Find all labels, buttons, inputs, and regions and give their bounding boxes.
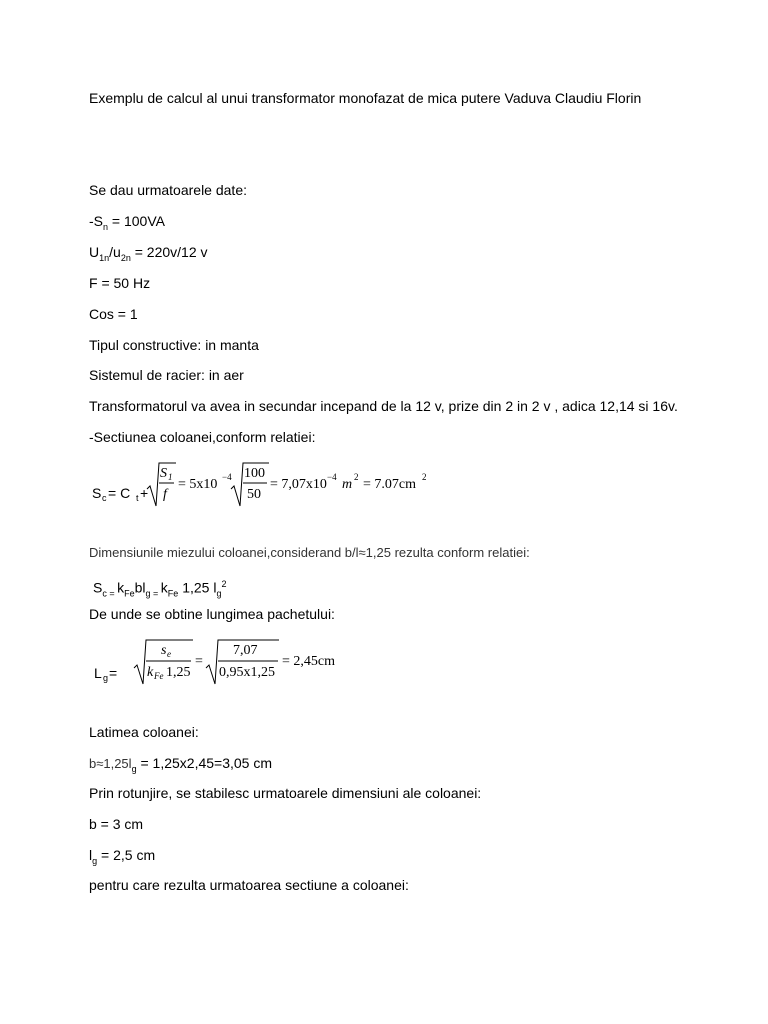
dimensiunile-text: Dimensiunile miezului coloanei,considerand b/l≈1,25 rezulta conform relatiei: <box>89 545 530 560</box>
u-a: U <box>89 244 100 260</box>
lg-b: = 2,5 cm <box>97 847 156 863</box>
final-text: pentru care rezulta urmatoarea sectiune a coloanei: <box>89 877 409 893</box>
b-calc-sub: g <box>131 763 137 774</box>
given-tip: Tipul constructive: in manta <box>89 337 259 353</box>
f1-frac2-den: 50 <box>247 487 261 502</box>
f2-c: bl <box>134 579 146 596</box>
f1-eq2-exp: −4 <box>327 472 337 482</box>
f1-frac-den: f <box>163 487 167 502</box>
sn-sub: n <box>103 221 109 232</box>
f1-lhs-plus: + <box>140 485 149 501</box>
u-sub2: 2n <box>120 252 131 263</box>
f3-lhs-sub: g <box>103 673 109 683</box>
given-sn <box>89 213 165 235</box>
rotunjire-text: Prin rotunjire, se stabilesc urmatoarele dimensiuni ale coloanei: <box>89 785 482 801</box>
b-calc-a: b≈1,25l <box>89 756 132 771</box>
f2-a: S <box>93 579 103 596</box>
latimea-text: Latimea coloanei: <box>89 724 199 740</box>
given-f: F = 50 Hz <box>89 275 151 291</box>
u-sub1: 1n <box>99 252 110 263</box>
f1-eq1: = 5x10 <box>178 477 218 492</box>
f3-eq2: = 2,45cm <box>282 654 335 669</box>
f2-e-sub: g <box>216 588 222 599</box>
f1-eq3-exp: 2 <box>422 472 427 482</box>
document-title: Exemplu de calcul al unui transformator monofazat de mica putere Vaduva Claudiu Florin <box>89 90 642 106</box>
f2-a-sub: c = <box>102 588 118 599</box>
u-slash: /u <box>109 244 121 260</box>
f1-lhs-eq: = C <box>108 485 131 501</box>
f3-eq1: = <box>195 654 203 669</box>
formula-sectiunea <box>89 458 489 508</box>
f2-d-sub: Fe <box>167 588 179 599</box>
f1-lhs-sub2: t <box>136 493 139 503</box>
f1-frac-num: S <box>160 466 167 481</box>
f1-lhs-s: S <box>92 485 102 501</box>
given-transformator: Transformatorul va avea in secundar incepand de la 12 v, prize din 2 in 2 v , adica 12,14 si 16v. <box>89 398 678 414</box>
lg-value <box>89 847 155 869</box>
b-value: b = 3 cm <box>89 816 144 832</box>
f3-num: s <box>161 643 167 658</box>
given-racier: Sistemul de racier: in aer <box>89 367 244 383</box>
lungimea-text: De unde se obtine lungimea pachetului: <box>89 606 335 622</box>
f1-frac-num-sub: 1 <box>168 472 173 482</box>
f3-den-b: 1,25 <box>166 665 191 680</box>
lg-a: l <box>89 847 93 863</box>
b-calc <box>89 755 272 777</box>
f2-c-sub: g = <box>145 588 161 599</box>
sn-prefix: -S <box>89 213 103 229</box>
f1-frac2-num: 100 <box>244 466 265 481</box>
u-value: = 220v/12 v <box>130 244 208 260</box>
given-heading: Se dau urmatoarele date: <box>89 182 247 198</box>
f3-lhs: L <box>94 665 102 681</box>
given-u <box>89 244 208 266</box>
f1-lhs-sub: c <box>102 493 107 503</box>
f1-eq1-exp: −4 <box>222 472 232 482</box>
given-sectiunea: -Sectiunea coloanei,conform relatiei: <box>89 429 316 445</box>
b-calc-b: = 1,25x2,45=3,05 cm <box>136 755 273 771</box>
f2-e: 1,25 l <box>178 579 217 596</box>
f3-den-sub: Fe <box>154 671 164 681</box>
given-cos: Cos = 1 <box>89 306 138 322</box>
f1-eq3: = 7.07cm <box>363 477 416 492</box>
f1-eq2-unit: m <box>342 477 353 492</box>
f1-eq2: = 7,07x10 <box>270 477 327 492</box>
f3-den2: 0,95x1,25 <box>219 665 275 680</box>
f3-num-sub: e <box>167 649 171 659</box>
f2-b: k <box>117 579 125 596</box>
f2-d: k <box>160 579 168 596</box>
lg-sub: g <box>92 855 98 866</box>
f3-lhs-eq: = <box>109 665 118 681</box>
f2-b-sub: Fe <box>124 588 135 599</box>
f3-num2: 7,07 <box>233 643 258 658</box>
formula-dimensiuni <box>93 576 226 601</box>
f3-den-a: k <box>147 665 154 680</box>
sn-value: = 100VA <box>108 213 165 229</box>
formula-lungime <box>89 634 409 686</box>
f2-e-sup: 2 <box>221 579 227 589</box>
f1-eq2-unit-exp: 2 <box>354 472 359 482</box>
